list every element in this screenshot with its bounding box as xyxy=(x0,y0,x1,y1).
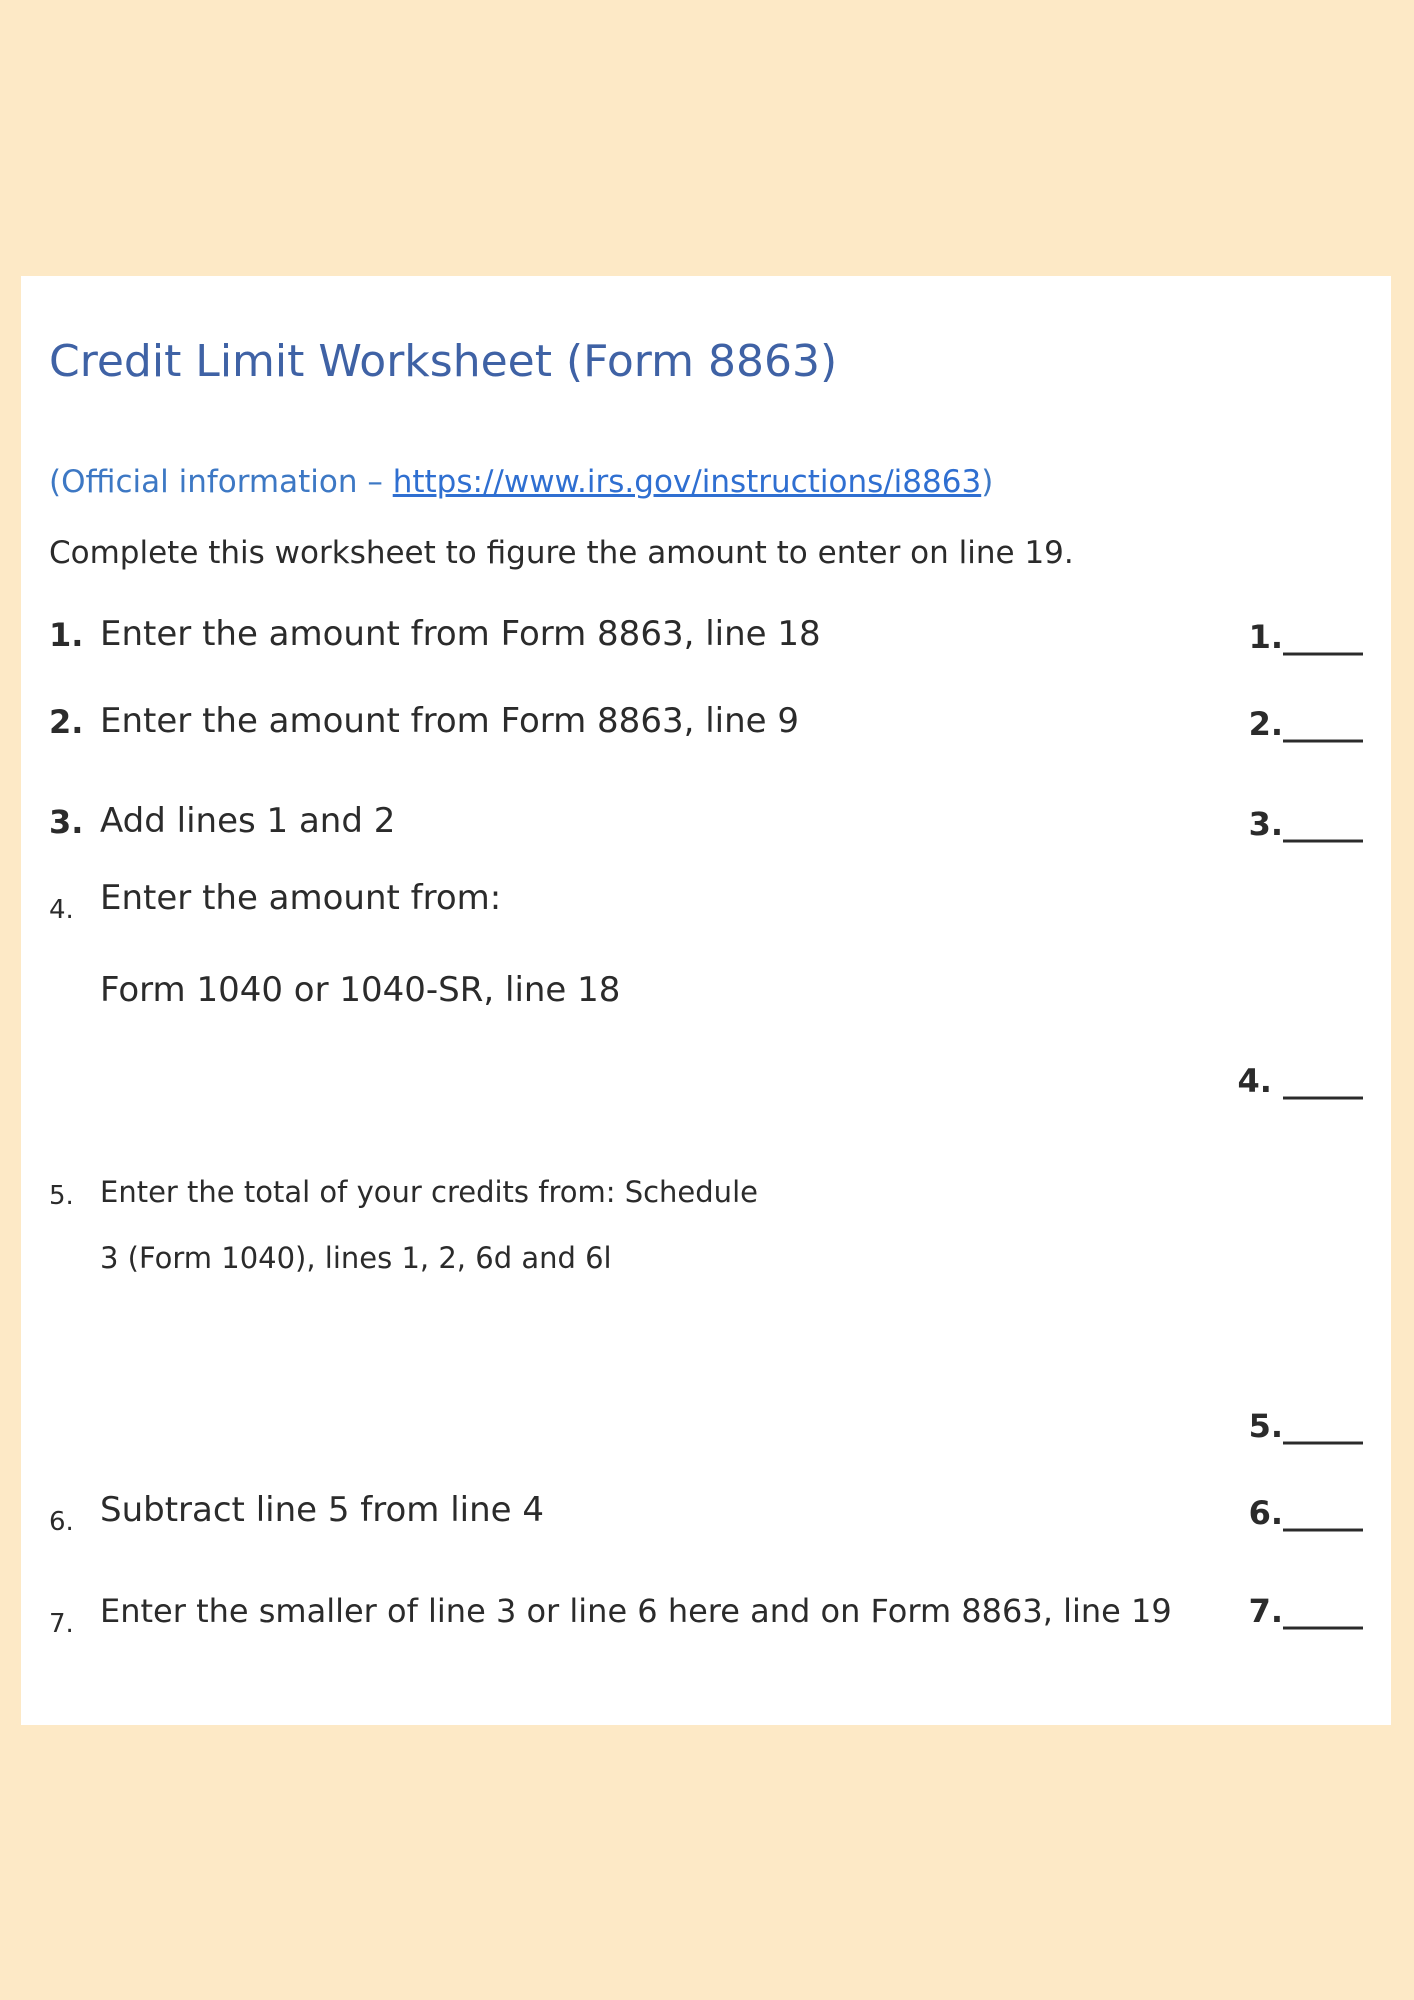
line-4-subtext: Form 1040 or 1040-SR, line 18 xyxy=(100,970,621,1010)
line-2-answer[interactable]: 2._____ xyxy=(1248,705,1363,743)
line-2-text: Enter the amount from Form 8863, line 9 xyxy=(100,701,799,741)
line-6-number: 6. xyxy=(49,1507,74,1537)
line-5-answer[interactable]: 5._____ xyxy=(1248,1407,1363,1445)
official-suffix: ) xyxy=(981,464,994,500)
worksheet-card xyxy=(21,276,1391,1725)
line-4-answer[interactable]: 4. _____ xyxy=(1237,1062,1363,1100)
official-prefix: (Official information – xyxy=(49,464,393,500)
line-1-answer[interactable]: 1._____ xyxy=(1248,618,1363,656)
line-5-number: 5. xyxy=(49,1181,74,1211)
line-6-answer[interactable]: 6._____ xyxy=(1248,1494,1363,1532)
line-4-number: 4. xyxy=(49,895,74,925)
line-3-answer[interactable]: 3._____ xyxy=(1248,805,1363,843)
line-5-subtext: 3 (Form 1040), lines 1, 2, 6d and 6l xyxy=(100,1241,612,1275)
line-1-number: 1. xyxy=(49,616,84,654)
line-6-text: Subtract line 5 from line 4 xyxy=(100,1490,545,1530)
line-4-text: Enter the amount from: xyxy=(100,878,502,918)
line-5-text: Enter the total of your credits from: Schedule xyxy=(100,1175,758,1209)
line-3-text: Add lines 1 and 2 xyxy=(100,801,396,841)
worksheet-title: Credit Limit Worksheet (Form 8863) xyxy=(49,336,838,387)
line-7-number: 7. xyxy=(49,1609,74,1639)
line-7-text: Enter the smaller of line 3 or line 6 here and on Form 8863, line 19 xyxy=(100,1592,1172,1630)
irs-instructions-link[interactable]: https://www.irs.gov/instructions/i8863 xyxy=(392,464,982,500)
line-2-number: 2. xyxy=(49,703,84,741)
line-1-text: Enter the amount from Form 8863, line 18 xyxy=(100,614,821,654)
official-info xyxy=(49,464,993,500)
line-7-answer[interactable]: 7._____ xyxy=(1248,1592,1363,1630)
intro-text: Complete this worksheet to figure the amount to enter on line 19. xyxy=(49,535,1074,571)
line-3-number: 3. xyxy=(49,803,84,841)
